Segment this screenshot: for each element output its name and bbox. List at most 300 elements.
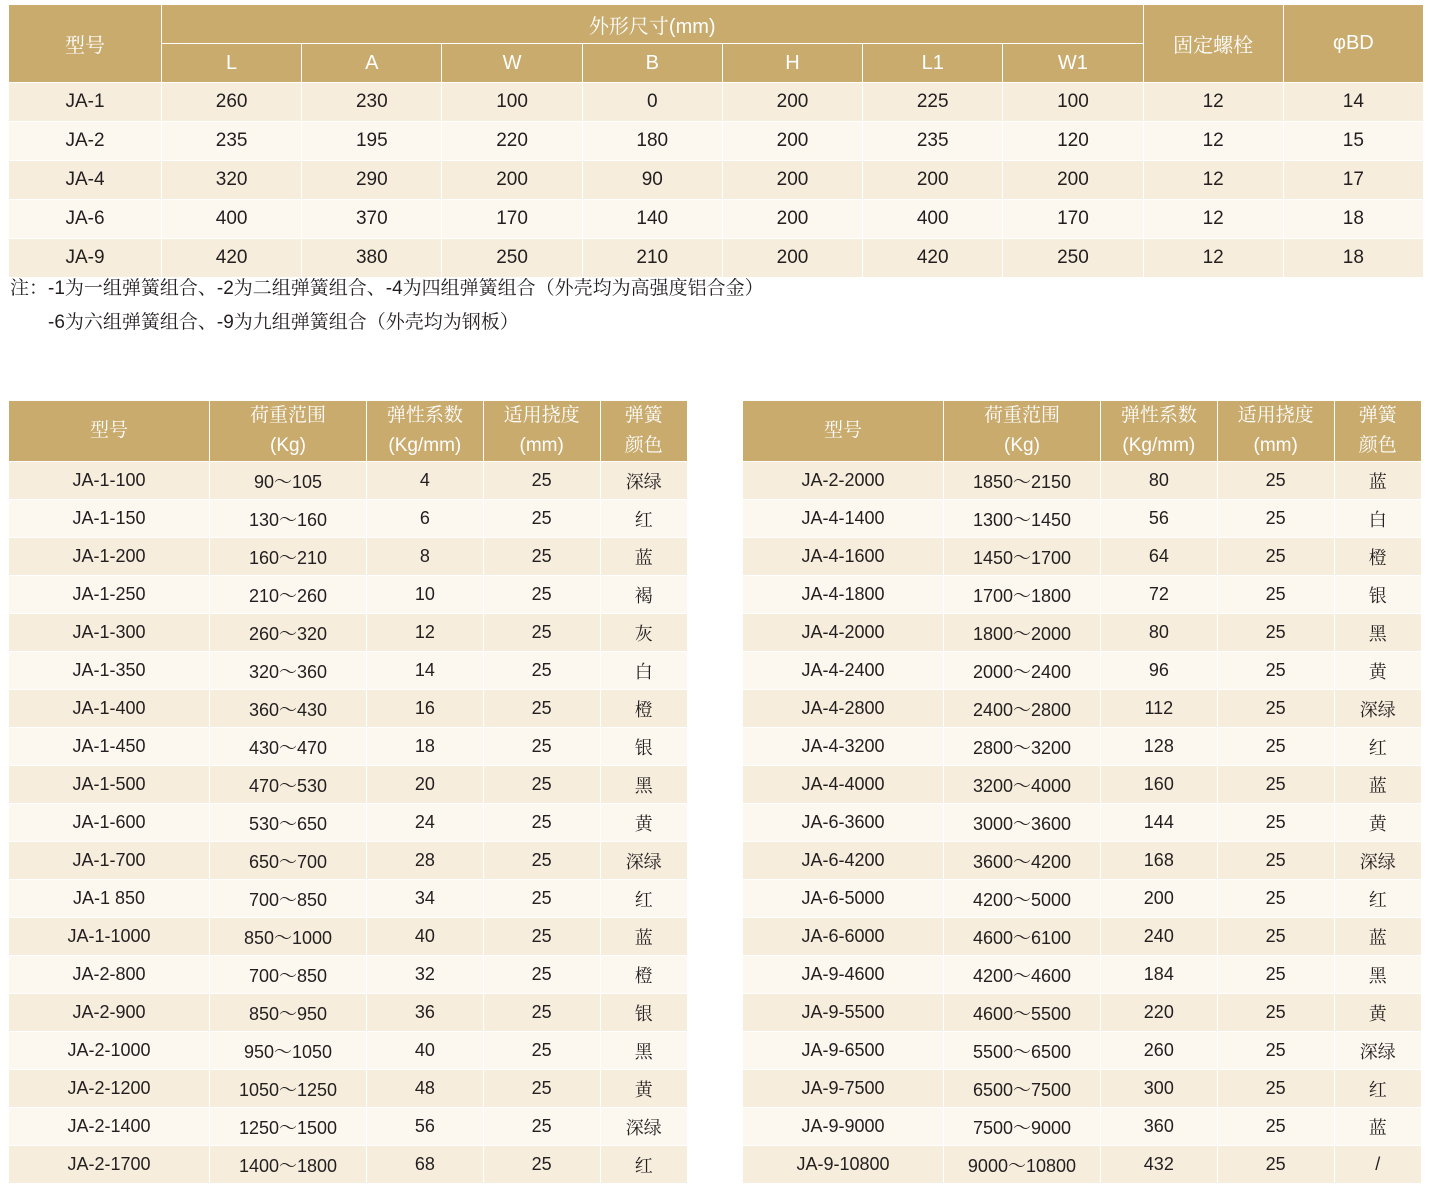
cell-B: 210 [582,239,722,278]
cell-coef: 240 [1100,918,1217,956]
cell-B: 140 [582,200,722,239]
cell-model: JA-2-1700 [9,1146,210,1184]
table-row [743,1146,1422,1184]
cell-defl: 25 [483,500,600,538]
cell-defl: 25 [483,1146,600,1184]
cell-load: 2800～3200 [944,728,1101,766]
cell-model: JA-1 850 [9,880,210,918]
cell-coef: 36 [366,994,483,1032]
table-row [9,614,688,652]
header-spring-coefficient: 弹性系数 (Kg/mm) [366,401,483,462]
cell-load: 4200～4600 [944,956,1101,994]
table-row [9,1070,688,1108]
cell-model: JA-9-5500 [743,994,944,1032]
cell-W1: 200 [1003,161,1143,200]
cell-model: JA-1-450 [9,728,210,766]
cell-color: 银 [1334,576,1421,614]
cell-W1: 100 [1003,83,1143,122]
cell-color: 深绿 [600,842,687,880]
cell-coef: 24 [366,804,483,842]
cell-defl: 25 [483,956,600,994]
table-row [743,576,1422,614]
cell-defl: 25 [483,918,600,956]
spring-table-right-body [743,462,1422,1184]
cell-model: JA-2-2000 [743,462,944,500]
table-row [743,956,1422,994]
table-row [743,1108,1422,1146]
cell-bolt: 12 [1143,200,1283,239]
table-row [743,804,1422,842]
cell-coef: 28 [366,842,483,880]
note-line-1: 注：-1为一组弹簧组合、-2为二组弹簧组合、-4为四组弹簧组合（外壳均为高强度铝合金） [10,278,764,299]
header-H: H [722,44,862,83]
cell-defl: 25 [1217,690,1334,728]
cell-H: 200 [722,239,862,278]
cell-coef: 260 [1100,1032,1217,1070]
cell-color: 红 [1334,880,1421,918]
table-row [9,500,688,538]
cell-defl: 25 [483,1108,600,1146]
cell-color: 银 [600,994,687,1032]
cell-defl: 25 [483,728,600,766]
cell-defl: 25 [1217,462,1334,500]
cell-model: JA-2-800 [9,956,210,994]
cell-color: 黄 [600,1070,687,1108]
cell-coef: 32 [366,956,483,994]
cell-defl: 25 [1217,1146,1334,1184]
cell-load: 3600～4200 [944,842,1101,880]
spring-table-left-head [9,401,688,462]
cell-W1: 250 [1003,239,1143,278]
cell-load: 3000～3600 [944,804,1101,842]
header-spring-color: 弹簧 颜色 [1334,401,1421,462]
cell-model: JA-4-1400 [743,500,944,538]
cell-load: 5500～6500 [944,1032,1101,1070]
cell-model: JA-6-5000 [743,880,944,918]
cell-load: 2400～2800 [944,690,1101,728]
cell-color: 橙 [1334,538,1421,576]
cell-W: 170 [442,200,582,239]
cell-defl: 25 [1217,1070,1334,1108]
cell-color: 银 [600,728,687,766]
table-header-row [9,401,688,462]
cell-coef: 4 [366,462,483,500]
cell-model: JA-1-700 [9,842,210,880]
cell-load: 360～430 [210,690,367,728]
cell-defl: 25 [483,538,600,576]
cell-color: 黄 [1334,994,1421,1032]
cell-model: JA-1-500 [9,766,210,804]
cell-load: 6500～7500 [944,1070,1101,1108]
cell-A: 370 [302,200,442,239]
cell-color: 蓝 [1334,766,1421,804]
cell-load: 1800～2000 [944,614,1101,652]
cell-defl: 25 [1217,576,1334,614]
cell-color: 黄 [1334,652,1421,690]
cell-bd: 17 [1283,161,1423,200]
table-row [9,842,688,880]
cell-defl: 25 [483,614,600,652]
cell-L: 235 [162,122,302,161]
spring-table-left [8,400,688,1184]
cell-model: JA-2 [9,122,162,161]
cell-load: 3200～4000 [944,766,1101,804]
cell-defl: 25 [1217,880,1334,918]
cell-defl: 25 [483,1070,600,1108]
cell-load: 9000～10800 [944,1146,1101,1184]
cell-defl: 25 [1217,1108,1334,1146]
cell-coef: 14 [366,652,483,690]
cell-defl: 25 [1217,1032,1334,1070]
cell-B: 0 [582,83,722,122]
cell-color: 橙 [600,690,687,728]
spring-table-left-body [9,462,688,1184]
cell-load: 700～850 [210,880,367,918]
table-header-row [9,5,1424,44]
cell-coef: 128 [1100,728,1217,766]
cell-model: JA-6-4200 [743,842,944,880]
cell-bolt: 12 [1143,122,1283,161]
cell-load: 700～850 [210,956,367,994]
cell-load: 1300～1450 [944,500,1101,538]
cell-color: 蓝 [1334,918,1421,956]
cell-L: 400 [162,200,302,239]
cell-load: 4200～5000 [944,880,1101,918]
cell-H: 200 [722,122,862,161]
cell-coef: 200 [1100,880,1217,918]
cell-coef: 16 [366,690,483,728]
cell-bolt: 12 [1143,239,1283,278]
cell-coef: 72 [1100,576,1217,614]
table-row [9,462,688,500]
cell-model: JA-1-300 [9,614,210,652]
cell-load: 210～260 [210,576,367,614]
table-row [9,1146,688,1184]
cell-defl: 25 [1217,804,1334,842]
cell-coef: 80 [1100,614,1217,652]
cell-defl: 25 [483,766,600,804]
table-row [9,200,1424,239]
cell-defl: 25 [1217,766,1334,804]
cell-load: 530～650 [210,804,367,842]
cell-color: 蓝 [600,918,687,956]
cell-defl: 25 [1217,614,1334,652]
header-deflection: 适用挠度 (mm) [483,401,600,462]
cell-model: JA-4-3200 [743,728,944,766]
cell-model: JA-1-1000 [9,918,210,956]
cell-coef: 10 [366,576,483,614]
cell-load: 1400～1800 [210,1146,367,1184]
table-row [743,994,1422,1032]
cell-color: 深绿 [1334,842,1421,880]
dimensions-table-body [9,83,1424,278]
cell-model: JA-1-350 [9,652,210,690]
header-model: 型号 [743,401,944,462]
cell-model: JA-2-1200 [9,1070,210,1108]
table-row [9,1032,688,1070]
table-row [9,728,688,766]
cell-color: 黄 [1334,804,1421,842]
table-row [743,880,1422,918]
cell-load: 4600～5500 [944,994,1101,1032]
table-row [9,766,688,804]
header-L1: L1 [863,44,1003,83]
table-row [9,652,688,690]
cell-model: JA-4-2400 [743,652,944,690]
cell-load: 2000～2400 [944,652,1101,690]
cell-load: 4600～6100 [944,918,1101,956]
cell-A: 380 [302,239,442,278]
table-row [743,690,1422,728]
table-row [9,161,1424,200]
cell-coef: 40 [366,1032,483,1070]
cell-W: 200 [442,161,582,200]
cell-bolt: 12 [1143,83,1283,122]
cell-L: 420 [162,239,302,278]
cell-L1: 420 [863,239,1003,278]
cell-model: JA-1-150 [9,500,210,538]
cell-load: 850～1000 [210,918,367,956]
cell-coef: 40 [366,918,483,956]
cell-model: JA-1-400 [9,690,210,728]
cell-color: 黄 [600,804,687,842]
cell-model: JA-4-1600 [743,538,944,576]
table-row [743,500,1422,538]
cell-load: 1700～1800 [944,576,1101,614]
cell-defl: 25 [483,1032,600,1070]
cell-load: 1450～1700 [944,538,1101,576]
cell-defl: 25 [483,842,600,880]
cell-model: JA-4-4000 [743,766,944,804]
table-row [9,994,688,1032]
cell-model: JA-9 [9,239,162,278]
cell-bd: 15 [1283,122,1423,161]
dimensions-table [8,4,1424,278]
table-row [743,1070,1422,1108]
note-line-2: -6为六组弹簧组合、-9为九组弹簧组合（外壳均为钢板） [48,312,519,333]
table-row [9,956,688,994]
cell-load: 850～950 [210,994,367,1032]
cell-load: 90～105 [210,462,367,500]
cell-model: JA-1 [9,83,162,122]
cell-A: 230 [302,83,442,122]
spring-table-right [742,400,1422,1184]
cell-defl: 25 [1217,652,1334,690]
cell-coef: 18 [366,728,483,766]
cell-bd: 18 [1283,239,1423,278]
header-spring-color: 弹簧 颜色 [600,401,687,462]
cell-coef: 34 [366,880,483,918]
cell-model: JA-9-6500 [743,1032,944,1070]
header-bd: φBD [1283,5,1423,83]
cell-model: JA-4-1800 [743,576,944,614]
cell-H: 200 [722,200,862,239]
cell-W1: 170 [1003,200,1143,239]
cell-color: 蓝 [1334,462,1421,500]
cell-L1: 225 [863,83,1003,122]
cell-model: JA-4 [9,161,162,200]
cell-coef: 80 [1100,462,1217,500]
cell-model: JA-2-900 [9,994,210,1032]
table-row [743,1032,1422,1070]
cell-defl: 25 [483,652,600,690]
table-row [9,918,688,956]
cell-coef: 144 [1100,804,1217,842]
cell-color: 黑 [1334,956,1421,994]
cell-defl: 25 [483,690,600,728]
cell-color: 红 [600,1146,687,1184]
cell-color: 黑 [600,1032,687,1070]
cell-coef: 160 [1100,766,1217,804]
cell-coef: 64 [1100,538,1217,576]
header-outline-dimensions: 外形尺寸(mm) [162,5,1144,44]
cell-coef: 20 [366,766,483,804]
header-B: B [582,44,722,83]
table-row [743,462,1422,500]
table-row [9,880,688,918]
cell-model: JA-2-1400 [9,1108,210,1146]
cell-color: 黑 [600,766,687,804]
table-row [743,538,1422,576]
cell-color: 深绿 [600,1108,687,1146]
header-W: W [442,44,582,83]
cell-load: 160～210 [210,538,367,576]
cell-model: JA-6-3600 [743,804,944,842]
cell-W1: 120 [1003,122,1143,161]
cell-model: JA-1-200 [9,538,210,576]
cell-coef: 168 [1100,842,1217,880]
cell-color: 红 [600,880,687,918]
cell-defl: 25 [1217,728,1334,766]
cell-W: 100 [442,83,582,122]
cell-defl: 25 [483,462,600,500]
table-row [743,728,1422,766]
table-row [9,538,688,576]
cell-color: 红 [600,500,687,538]
cell-model: JA-9-10800 [743,1146,944,1184]
cell-color: 蓝 [600,538,687,576]
cell-color: / [1334,1146,1421,1184]
cell-coef: 8 [366,538,483,576]
cell-defl: 25 [483,994,600,1032]
cell-model: JA-4-2000 [743,614,944,652]
header-load-range: 荷重范围 (Kg) [944,401,1101,462]
cell-defl: 25 [1217,994,1334,1032]
cell-load: 1050～1250 [210,1070,367,1108]
header-load-range: 荷重范围 (Kg) [210,401,367,462]
header-model: 型号 [9,5,162,83]
cell-load: 320～360 [210,652,367,690]
cell-L1: 400 [863,200,1003,239]
table-row [9,804,688,842]
cell-bd: 18 [1283,200,1423,239]
cell-L1: 235 [863,122,1003,161]
cell-bd: 14 [1283,83,1423,122]
cell-color: 深绿 [1334,1032,1421,1070]
cell-color: 橙 [600,956,687,994]
cell-coef: 56 [366,1108,483,1146]
cell-load: 650～700 [210,842,367,880]
cell-color: 白 [600,652,687,690]
cell-coef: 68 [366,1146,483,1184]
header-deflection: 适用挠度 (mm) [1217,401,1334,462]
cell-coef: 432 [1100,1146,1217,1184]
cell-B: 90 [582,161,722,200]
cell-coef: 12 [366,614,483,652]
cell-coef: 184 [1100,956,1217,994]
cell-load: 260～320 [210,614,367,652]
cell-defl: 25 [483,804,600,842]
cell-coef: 6 [366,500,483,538]
cell-model: JA-4-2800 [743,690,944,728]
cell-coef: 96 [1100,652,1217,690]
cell-load: 130～160 [210,500,367,538]
cell-defl: 25 [1217,918,1334,956]
cell-model: JA-9-9000 [743,1108,944,1146]
cell-load: 1250～1500 [210,1108,367,1146]
cell-defl: 25 [483,576,600,614]
header-fixing-bolt: 固定螺栓 [1143,5,1283,83]
cell-load: 950～1050 [210,1032,367,1070]
cell-coef: 360 [1100,1108,1217,1146]
cell-H: 200 [722,161,862,200]
cell-coef: 112 [1100,690,1217,728]
cell-color: 白 [1334,500,1421,538]
table-row [743,842,1422,880]
table-row [9,690,688,728]
table-row [9,83,1424,122]
cell-L: 260 [162,83,302,122]
cell-W: 220 [442,122,582,161]
cell-color: 深绿 [1334,690,1421,728]
header-A: A [302,44,442,83]
cell-coef: 300 [1100,1070,1217,1108]
cell-model: JA-9-4600 [743,956,944,994]
cell-color: 深绿 [600,462,687,500]
cell-defl: 25 [1217,842,1334,880]
cell-load: 430～470 [210,728,367,766]
cell-W: 250 [442,239,582,278]
cell-model: JA-6 [9,200,162,239]
cell-load: 470～530 [210,766,367,804]
cell-A: 195 [302,122,442,161]
cell-load: 1850～2150 [944,462,1101,500]
table-row [743,766,1422,804]
cell-model: JA-9-7500 [743,1070,944,1108]
cell-defl: 25 [1217,500,1334,538]
cell-load: 7500～9000 [944,1108,1101,1146]
cell-defl: 25 [1217,538,1334,576]
cell-model: JA-6-6000 [743,918,944,956]
cell-model: JA-1-250 [9,576,210,614]
cell-A: 290 [302,161,442,200]
cell-coef: 48 [366,1070,483,1108]
cell-color: 红 [1334,728,1421,766]
table-row [743,614,1422,652]
table-header-row [743,401,1422,462]
header-spring-coefficient: 弹性系数 (Kg/mm) [1100,401,1217,462]
cell-L: 320 [162,161,302,200]
cell-defl: 25 [483,880,600,918]
cell-color: 蓝 [1334,1108,1421,1146]
cell-H: 200 [722,83,862,122]
cell-color: 红 [1334,1070,1421,1108]
cell-L1: 200 [863,161,1003,200]
header-model: 型号 [9,401,210,462]
notes-block [10,272,1410,340]
dimensions-table-head [9,5,1424,83]
cell-bolt: 12 [1143,161,1283,200]
